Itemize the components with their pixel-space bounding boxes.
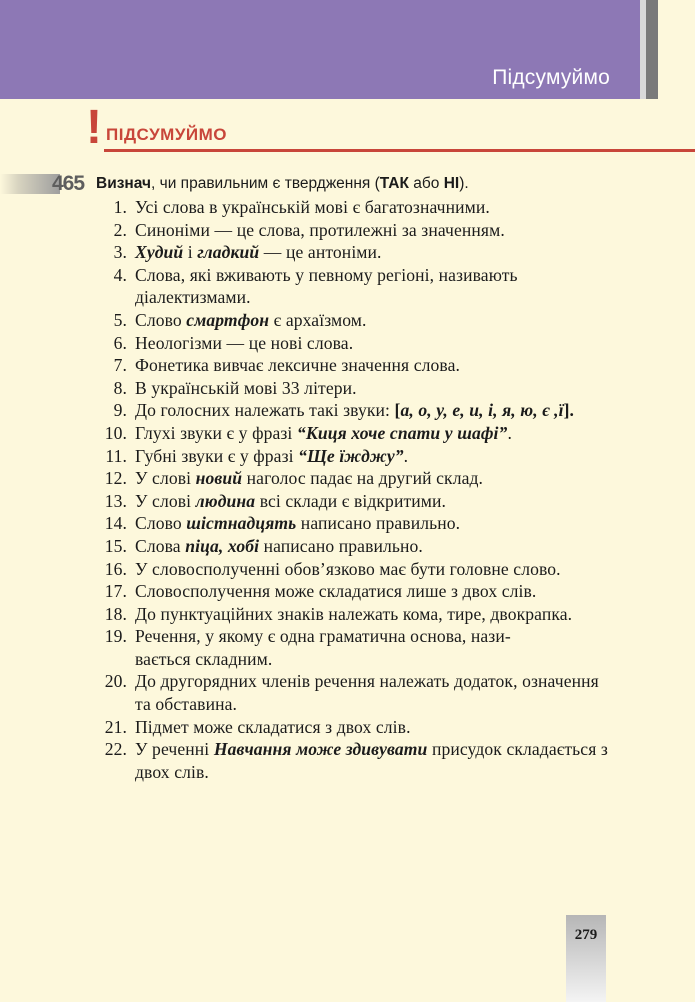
- statement-item: [96, 625, 616, 670]
- statement-text: До голосних належать такі звуки:: [135, 400, 395, 421]
- statement-item: [96, 535, 616, 558]
- emphasis-text: піца, хобі: [185, 535, 260, 556]
- task-prompt: [96, 175, 469, 193]
- task-number: 465: [52, 172, 85, 195]
- statement-number: 8.: [113, 377, 127, 398]
- statement-number: 10.: [104, 422, 127, 443]
- statement-text: Усі слова в українській мові є багатозначними.: [135, 197, 490, 217]
- statement-number: 12.: [104, 468, 127, 489]
- task-prompt-text: , чи правильним є твердження (: [151, 175, 380, 192]
- statement-item: [96, 377, 616, 400]
- page-number: 279: [574, 927, 598, 943]
- statement-text: написано правильно.: [259, 535, 423, 556]
- emphasis-text: гладкий: [197, 242, 260, 263]
- statement-text: .: [507, 422, 512, 443]
- statement-item: [96, 603, 616, 626]
- section-title: ПІДСУМУЙМО: [106, 125, 228, 144]
- statement-text: В українській мові 33 літери.: [135, 377, 357, 398]
- emphasis-text: Навчання може здивувати: [213, 739, 428, 760]
- statement-item: [96, 512, 616, 535]
- statement-item: [96, 196, 616, 219]
- statement-item: [96, 399, 616, 422]
- emphasis-text: а, о, у, е, и, і, я, ю, є ,ї: [400, 400, 564, 421]
- statement-text: У слові: [135, 490, 196, 511]
- statement-number: 9.: [113, 400, 127, 421]
- statement-text: присудок складається з двох слів.: [135, 739, 608, 782]
- emphasis-text: Худий: [135, 242, 184, 263]
- statement-text: .: [403, 445, 409, 466]
- statement-text: Підмет може складатися з двох слів.: [135, 716, 411, 737]
- task-prompt-no: НІ: [443, 175, 460, 192]
- emphasis-text: смартфон: [186, 309, 270, 330]
- statement-item: [96, 558, 616, 581]
- statement-item: [96, 422, 616, 445]
- statement-number: 19.: [104, 626, 127, 647]
- statement-item: [96, 219, 616, 242]
- section-heading: [86, 101, 695, 154]
- statement-item: [96, 670, 616, 715]
- statement-number: 2.: [113, 219, 127, 240]
- statement-item: [96, 738, 616, 783]
- statement-text: Синоніми — це слова, протилежні за значенням.: [135, 219, 505, 240]
- statement-item: [96, 264, 616, 309]
- statement-number: 20.: [104, 671, 127, 692]
- statement-text: наголос падає на другий склад.: [242, 468, 484, 489]
- statement-text: Речення, у якому є одна граматична основа, нази-: [135, 626, 511, 647]
- exclamation-icon: !: [86, 101, 102, 154]
- statement-text: У словосполученні обов’язково має бути головне слово.: [135, 558, 561, 579]
- statement-number: 18.: [104, 603, 127, 624]
- section-divider: [104, 149, 695, 152]
- statement-text: Слово: [135, 309, 187, 330]
- statement-item: [96, 445, 616, 468]
- task-number-bar: [0, 174, 60, 194]
- statement-text: До пунктуаційних знаків належать кома, тире, двокрапка.: [135, 603, 573, 624]
- statement-item: [96, 332, 616, 355]
- statement-number: 16.: [104, 558, 127, 579]
- statement-number: 7.: [113, 355, 127, 376]
- statement-text: Словосполучення може складатися лише з двох слів.: [135, 581, 537, 602]
- statement-text: Фонетика вивчає лексичне значення слова.: [135, 355, 460, 376]
- statement-item: [96, 580, 616, 603]
- statement-text: всі склади є відкритими.: [255, 490, 447, 511]
- statement-item: [96, 354, 616, 377]
- statement-item: [96, 467, 616, 490]
- bracket-text: [: [394, 400, 401, 421]
- statement-number: 21.: [104, 716, 127, 737]
- statement-number: 6.: [113, 332, 127, 353]
- statement-item: [96, 241, 616, 264]
- statement-text: До другорядних членів речення належать додаток, означення та обставина.: [135, 671, 599, 715]
- statement-number: 1.: [113, 197, 127, 217]
- task-prompt-or: або: [408, 175, 444, 192]
- statement-text: Губні звуки є у фразі: [135, 445, 299, 466]
- statement-text: є архаїзмом.: [269, 309, 367, 330]
- statement-number: 5.: [113, 309, 127, 330]
- header-side-strip-dark: [646, 0, 658, 99]
- statement-item: [96, 716, 616, 739]
- task-prompt-verb: Визнач: [96, 175, 152, 192]
- statement-text: Слова: [135, 535, 186, 556]
- emphasis-text: шістнадцять: [186, 513, 297, 534]
- statement-number: 3.: [113, 242, 127, 263]
- statement-text: — це антоніми.: [259, 242, 382, 263]
- statement-text: Слово: [135, 513, 187, 534]
- statement-number: 4.: [113, 264, 127, 285]
- emphasis-text: новий: [195, 468, 243, 489]
- statement-text: Глухі звуки є у фразі: [135, 422, 297, 443]
- statement-number: 15.: [104, 535, 127, 556]
- statement-number: 13.: [104, 490, 127, 511]
- statement-number: 11.: [105, 445, 127, 466]
- statement-number: 17.: [104, 581, 127, 602]
- statement-text: У реченні: [135, 739, 214, 760]
- statement-text: написано правильно.: [296, 513, 461, 534]
- running-header-title: Підсумуймо: [492, 66, 610, 89]
- emphasis-text: “Киця хоче спати у шафі”: [296, 422, 508, 443]
- statement-item: [96, 309, 616, 332]
- statement-number: 22.: [104, 739, 127, 760]
- statement-number: 14.: [104, 513, 127, 534]
- statement-text: У слові: [135, 468, 196, 489]
- statement-item: [96, 490, 616, 513]
- bracket-text: ].: [563, 400, 575, 421]
- statement-text: Слова, які вживають у певному регіоні, називають діалектизмами.: [135, 264, 518, 308]
- task-prompt-end: ).: [459, 175, 469, 192]
- header-band: [0, 0, 640, 99]
- statement-text: вається складним.: [135, 648, 273, 669]
- statement-text: і: [183, 242, 198, 263]
- emphasis-text: людина: [195, 490, 256, 511]
- statement-text: Неологізми — це нові слова.: [135, 332, 354, 353]
- task-prompt-yes: ТАК: [379, 175, 409, 192]
- statement-list: [96, 196, 616, 783]
- emphasis-text: “Ще їжджу”: [298, 445, 404, 466]
